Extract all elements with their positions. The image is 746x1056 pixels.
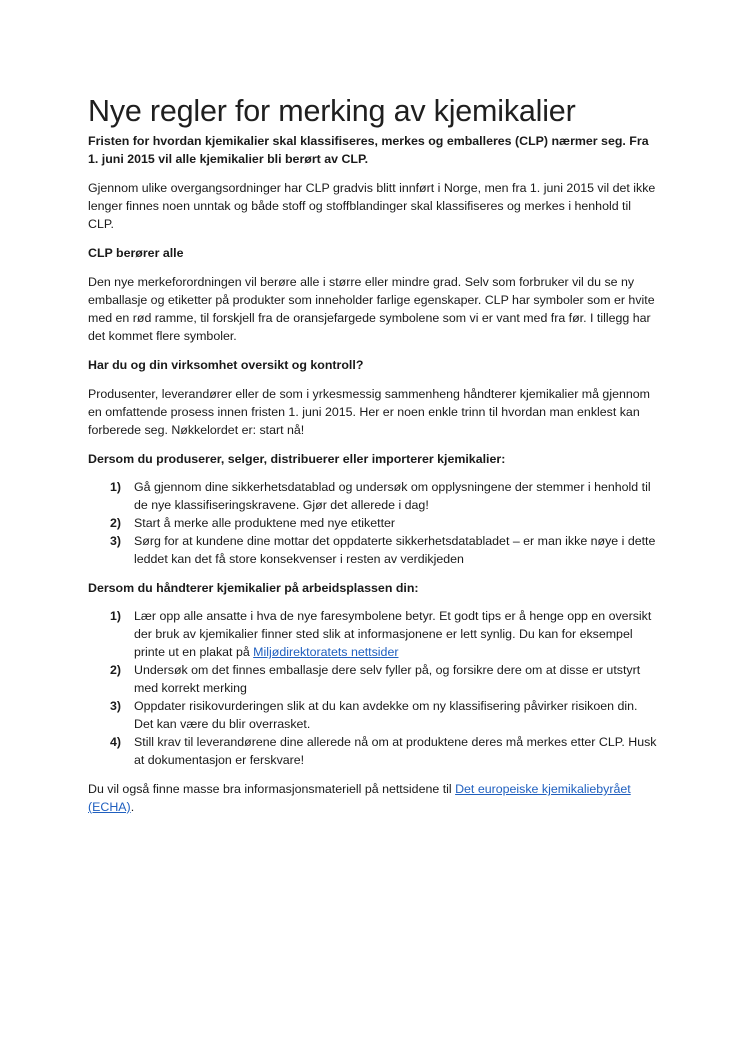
closing-paragraph	[88, 780, 658, 816]
list-item-text: Sørg for at kundene dine mottar det oppdaterte sikkerhetsdatabladet – er man ikke nøye i dette leddet kan det få store konsekvenser i resten av verdikjeden	[134, 534, 656, 566]
section-heading-clp: CLP berører alle	[88, 246, 184, 260]
list-item	[88, 661, 658, 697]
section-heading-workplace: Dersom du håndterer kjemikalier på arbeidsplassen din:	[88, 581, 419, 595]
closing-suffix: .	[130, 800, 135, 814]
list-number: 2)	[110, 663, 122, 677]
producer-steps-list	[88, 478, 658, 568]
closing-text: Du vil også finne masse bra informasjonsmateriell på nettsidene til	[88, 782, 456, 796]
document-body	[88, 92, 658, 816]
list-item-text: Start å merke alle produktene med nye etiketter	[134, 516, 396, 530]
list-item-text: Gå gjennom dine sikkerhetsdatablad og undersøk om opplysningene der stemmer i henhold til de nye klassifiseringskravene. Gjør det allerede i dag!	[134, 480, 651, 512]
miljodirektoratet-link[interactable]: Miljødirektoratets nettsider	[253, 645, 399, 659]
section-body-overview: Produsenter, leverandører eller de som i yrkesmessig sammenheng håndterer kjemikalier må gjennom en omfattende prosess innen fristen 1. juni 2015. Her er noen enkle trinn til hvordan man enklest kan forberede seg. Nøkkelordet er: start nå!	[88, 387, 650, 437]
list-item	[88, 514, 658, 532]
list-item	[88, 733, 658, 769]
list-item-text: Undersøk om det finnes emballasje dere selv fyller på, og forsikre dere om at disse er utstyrt med korrekt merking	[134, 663, 641, 695]
workplace-steps-list	[88, 607, 658, 769]
list-item	[88, 607, 658, 661]
section-body-clp: Den nye merkeforordningen vil berøre alle i større eller mindre grad. Selv som forbruker vil du se ny emballasje og etiketter på produkter som inneholder farlige egenskaper. CLP har symboler som er hvite med en rød ramme, til forskjell fra de oransjefargede symbolene som vi er vant med fra før. I tillegg har det kommet flere symboler.	[88, 275, 655, 343]
list-number: 4)	[110, 735, 122, 749]
list-number: 3)	[110, 534, 122, 548]
section-heading-overview: Har du og din virksomhet oversikt og kontroll?	[88, 358, 364, 372]
intro-paragraph: Gjennom ulike overgangsordninger har CLP gradvis blitt innført i Norge, men fra 1. juni 2015 vil det ikke lenger finnes noen unntak og både stoff og stoffblandinger skal klassifiseres og merkes i henhold til CLP.	[88, 181, 656, 231]
page-title: Nye regler for merking av kjemikalier	[88, 94, 576, 128]
list-number: 1)	[110, 609, 122, 623]
list-item	[88, 697, 658, 733]
lead-paragraph: Fristen for hvordan kjemikalier skal klassifiseres, merkes og emballeres (CLP) nærmer seg. Fra 1. juni 2015 vil alle kjemikalier bli berørt av CLP.	[88, 134, 649, 166]
echa-link[interactable]: Det europeiske kjemikaliebyrået (ECHA)	[88, 782, 631, 814]
list-item	[88, 532, 658, 568]
list-item-text: Still krav til leverandørene dine allerede nå om at produktene deres må merkes etter CLP. Husk at dokumentasjon er ferskvare!	[134, 735, 657, 767]
list-item-text: Oppdater risikovurderingen slik at du kan avdekke om ny klassifisering påvirker risikoen din. Det kan være du blir overrasket.	[134, 699, 638, 731]
list-number: 1)	[110, 480, 122, 494]
list-item	[88, 478, 658, 514]
list-number: 3)	[110, 699, 122, 713]
list-item-text: Lær opp alle ansatte i hva de nye faresymbolene betyr. Et godt tips er å henge opp en oversikt der bruk av kjemikalier finner sted slik at informasjonene er lett synlig. Du kan for eksempel printe ut en plakat på	[134, 609, 652, 659]
section-heading-producers: Dersom du produserer, selger, distribuerer eller importerer kjemikalier:	[88, 452, 506, 466]
list-number: 2)	[110, 516, 122, 530]
